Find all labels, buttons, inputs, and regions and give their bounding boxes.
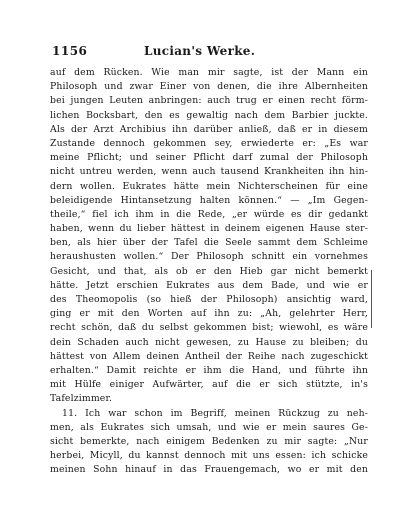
text-line: dern wollen. Eukrates hätte mein Nichterscheinen für eine bbox=[50, 180, 368, 192]
margin-rule bbox=[371, 270, 372, 328]
text-line: Zustande dennoch gekommen sey, erwiederte er: „Es war bbox=[50, 137, 368, 149]
page-number: 1156 bbox=[52, 44, 88, 58]
text-line: Als der Arzt Archibius ihn darüber anließ, daß er in diesem bbox=[50, 123, 368, 135]
text-line: Philosoph und zwar Einer von denen, die ihre Albernheiten bbox=[50, 81, 368, 93]
text-line: Gesicht, und that, als ob er den Hieb gar nicht bemerkt bbox=[50, 265, 368, 277]
text-line: lichen Bocksbart, den es gewaltig nach dem Barbier juckte. bbox=[50, 109, 368, 121]
text-line: ging er mit den Worten auf ihn zu: „Ah, gelehrter Herr, bbox=[50, 308, 368, 320]
text-line: Tafelzimmer. bbox=[50, 393, 113, 405]
text-line: 11. Ich war schon im Begriff, meinen Rückzug zu neh- bbox=[62, 407, 368, 419]
text-line: beleidigende Hintansetzung halten können.“ — „Im Gegen- bbox=[50, 194, 368, 206]
text-line: dein Schaden auch nicht gewesen, zu Hause zu bleiben; du bbox=[50, 336, 368, 348]
text-line: bei jungen Leuten anbringen: auch trug er einen recht förm- bbox=[50, 95, 368, 107]
page-header bbox=[52, 44, 370, 60]
body-text bbox=[50, 66, 368, 477]
text-line: recht schön, daß du selbst gekommen bist; wiewohl, es wäre bbox=[50, 322, 368, 334]
text-line: mit Hülfe einiger Aufwärter, auf die er sich stützte, in's bbox=[50, 379, 368, 391]
text-line: auf dem Rücken. Wie man mir sagte, ist der Mann ein bbox=[50, 67, 368, 78]
text-line: des Theomopolis (so hieß der Philosoph) ansichtig ward, bbox=[50, 294, 368, 305]
text-line: haben, wenn du lieber hättest in deinem eigenen Hause ster- bbox=[50, 223, 368, 235]
text-line: theile,“ fiel ich ihm in die Rede, „er würde es dir gedankt bbox=[50, 208, 368, 220]
text-line: hättest von Allem deinen Antheil der Reihe nach zugeschickt bbox=[50, 350, 368, 362]
text-line: meinen Sohn hinauf in das Frauengemach, wo er mit den bbox=[50, 464, 368, 476]
running-title: Lucian's Werke. bbox=[144, 44, 256, 58]
text-line: ben, als hier über der Tafel die Seele sammt dem Schleime bbox=[50, 237, 368, 249]
text-line: sicht bemerkte, nach einigem Bedenken zu mir sagte: „Nur bbox=[50, 435, 368, 447]
text-line: erhalten.“ Damit reichte er ihm die Hand, und führte ihn bbox=[50, 364, 368, 376]
text-line: heraushusten wollen.“ Der Philosoph schnitt ein vornehmes bbox=[50, 251, 368, 263]
text-line: nicht untreu werden, wenn auch tausend Krankheiten ihn hin- bbox=[50, 166, 368, 178]
text-line: meine Pflicht; und seiner Pflicht darf zumal der Philosoph bbox=[50, 152, 368, 164]
text-line: hätte. Jetzt erschien Eukrates aus dem Bade, und wie er bbox=[50, 279, 368, 291]
text-line: men, als Eukrates sich umsah, und wie er mein saures Ge- bbox=[50, 421, 368, 433]
text-line: herbei, Micyll, du kannst dennoch mit uns essen: ich schicke bbox=[50, 450, 368, 462]
